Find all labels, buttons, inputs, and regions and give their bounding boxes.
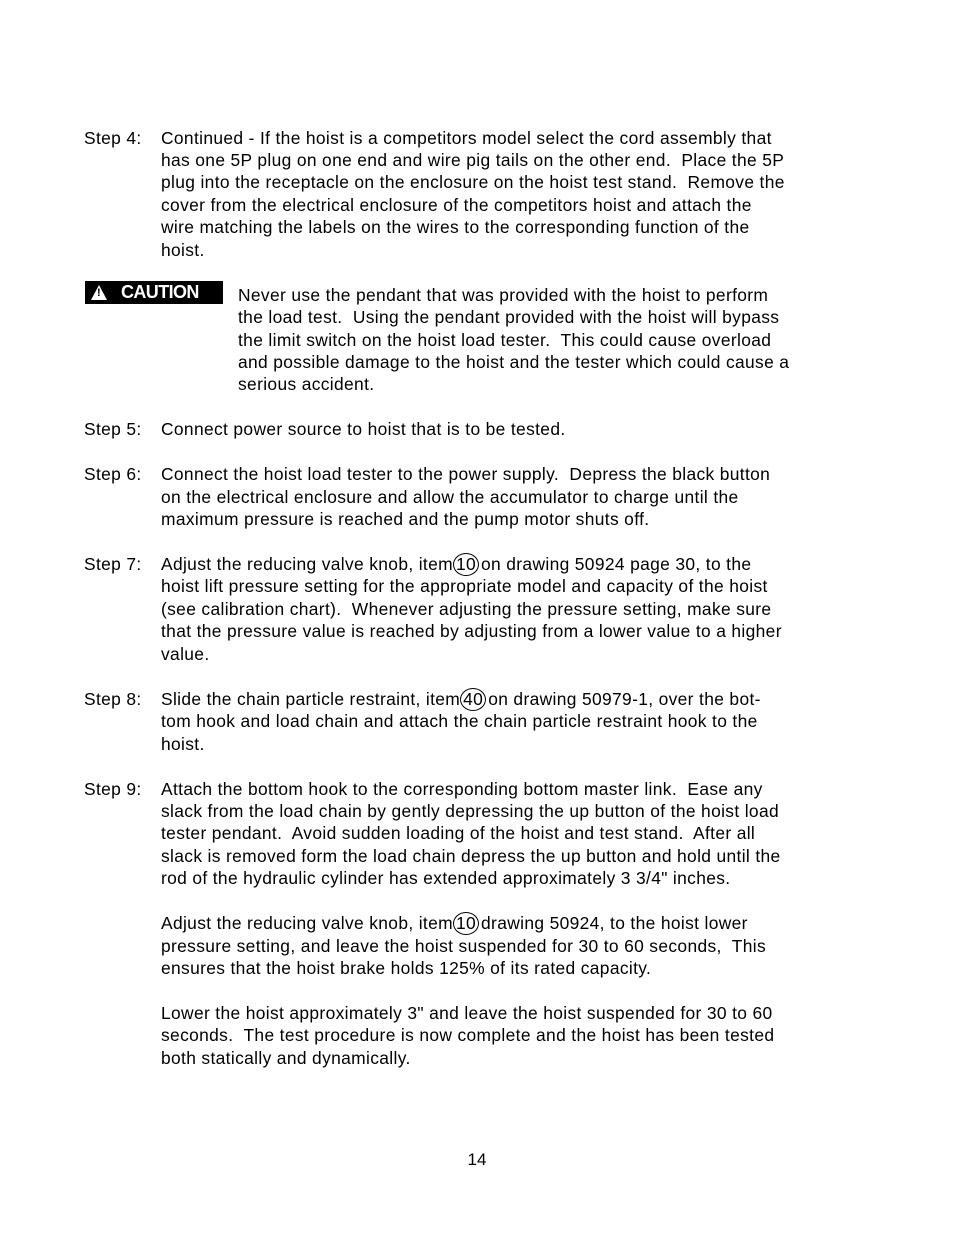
step-6-text-line: maximum pressure is reached and the pump motor shuts off. [161,509,650,529]
step-7-text-pre: Adjust the reducing valve knob, item [161,554,453,574]
step-9-text-line: Attach the bottom hook to the corresponding bottom master link. Ease any [161,779,763,799]
step-9-para2-line: pressure setting, and leave the hoist suspended for 30 to 60 seconds, This [161,936,767,956]
step-8-text-line [161,689,761,709]
step-8-text-post: on drawing 50979-1, over the bot- [488,689,761,709]
step-4-text-line: Continued - If the hoist is a competitors model select the cord assembly that [161,128,772,148]
step-6-text-line: on the electrical enclosure and allow the accumulator to charge until the [161,487,739,507]
step-9-text-line: tester pendant. Avoid sudden loading of the hoist and test stand. After all [161,823,756,843]
step-8-text-pre: Slide the chain particle restraint, item [161,689,461,709]
step-9-text-line: rod of the hydraulic cylinder has extended approximately 3 3/4" inches. [161,868,731,888]
step-4-label: Step 4: [84,128,142,148]
step-8-label: Step 8: [84,689,142,709]
warning-triangle-icon [91,285,107,300]
item-callout-10: 10 [453,553,479,576]
step-9-para2-pre: Adjust the reducing valve knob, item [161,913,453,933]
caution-text-line: and possible damage to the hoist and the tester which could cause a [238,352,790,372]
step-4-text-line: plug into the receptacle on the enclosure on the hoist test stand. Remove the [161,172,785,192]
step-9-para3-line: seconds. The test procedure is now complete and the hoist has been tested [161,1025,775,1045]
caution-badge-label: CAUTION [121,282,199,302]
caution-text-line: Never use the pendant that was provided with the hoist to perform [238,285,769,305]
step-5-text-line: Connect power source to hoist that is to be tested. [161,419,566,439]
step-9-label: Step 9: [84,779,142,799]
step-4-text-line: cover from the electrical enclosure of the competitors hoist and attach the [161,195,752,215]
step-7-text-line: (see calibration chart). Whenever adjusting the pressure setting, make sure [161,599,772,619]
step-4-text-line: hoist. [161,240,205,260]
step-7-text-line [161,554,751,574]
caution-text-line: the limit switch on the hoist load tester. This could cause overload [238,330,772,350]
step-4-text-line: wire matching the labels on the wires to the corresponding function of the [161,217,750,237]
caution-text-line: the load test. Using the pendant provided with the hoist will bypass [238,307,780,327]
step-6-label: Step 6: [84,464,142,484]
step-7-text-line: that the pressure value is reached by adjusting from a lower value to a higher [161,621,782,641]
caution-badge [85,281,223,304]
item-callout-10: 10 [453,912,479,935]
step-7-label: Step 7: [84,554,142,574]
step-9-text-line: slack is removed form the load chain depress the up button and hold until the [161,846,781,866]
step-5-label: Step 5: [84,419,142,439]
step-9-para2-line [161,913,748,933]
step-9-para3-line: Lower the hoist approximately 3" and leave the hoist suspended for 30 to 60 [161,1003,773,1023]
step-7-text-line: value. [161,644,210,664]
step-6-text-line: Connect the hoist load tester to the power supply. Depress the black button [161,464,771,484]
step-9-para3-line: both statically and dynamically. [161,1048,411,1068]
step-9-para2-line: ensures that the hoist brake holds 125% of its rated capacity. [161,958,652,978]
item-callout-40: 40 [460,688,486,711]
page-number: 14 [467,1150,487,1169]
step-8-text-line: tom hook and load chain and attach the chain particle restraint hook to the [161,711,758,731]
step-9-para2-post: drawing 50924, to the hoist lower [481,913,748,933]
step-9-text-line: slack from the load chain by gently depressing the up button of the hoist load [161,801,779,821]
step-7-text-post: on drawing 50924 page 30, to the [481,554,752,574]
caution-text-line: serious accident. [238,374,375,394]
step-4-text-line: has one 5P plug on one end and wire pig tails on the other end. Place the 5P [161,150,785,170]
step-7-text-line: hoist lift pressure setting for the appropriate model and capacity of the hoist [161,576,768,596]
step-8-text-line: hoist. [161,734,205,754]
